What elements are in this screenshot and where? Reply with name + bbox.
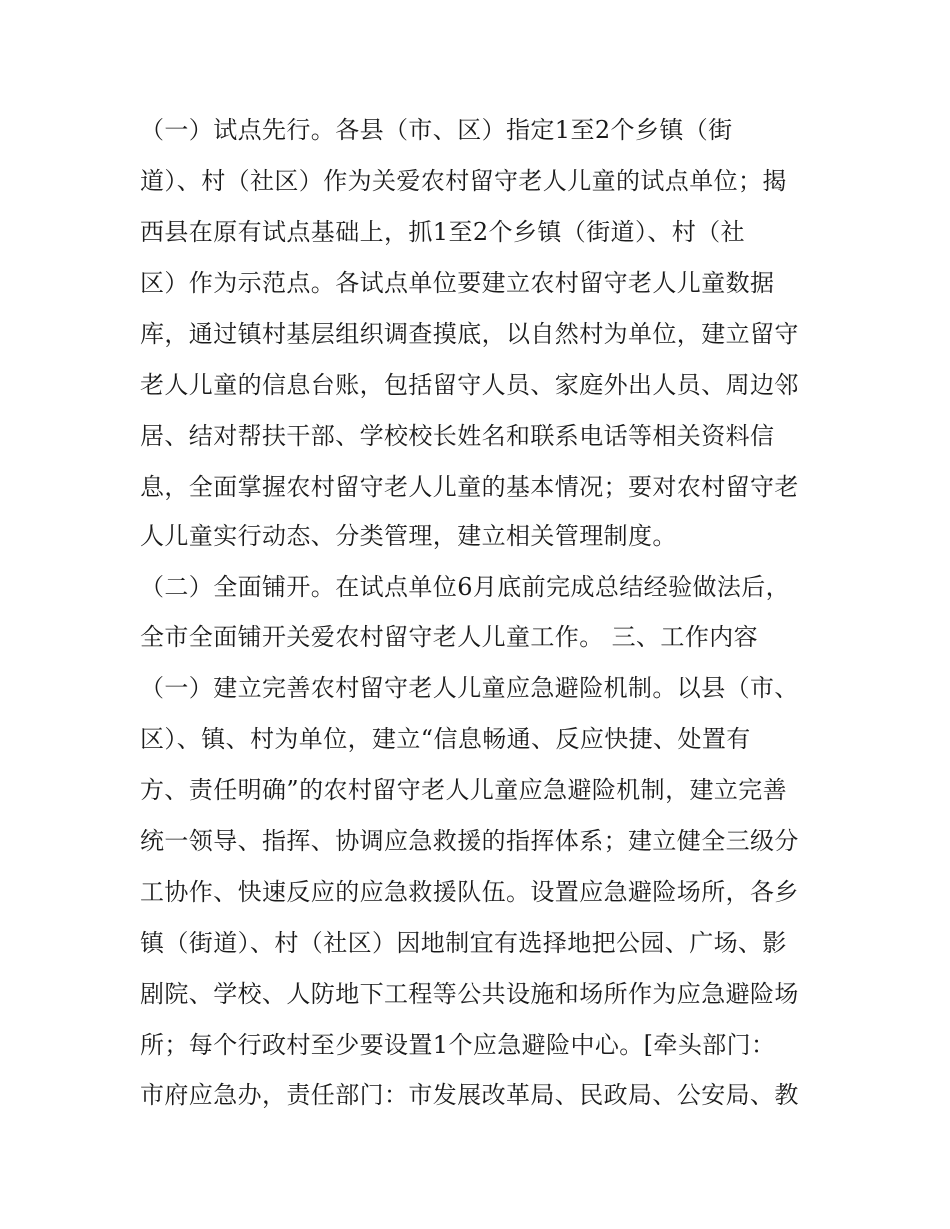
text-line: 区）作为示范点。各试点单位要建立农村留守老人儿童数据 [140,269,775,297]
text-line: 所；每个行政村至少要设置1个应急避险中心。[牵头部门： [140,1031,776,1059]
text-line: 居、结对帮扶干部、学校校长姓名和联系电话等相关资料信 [140,422,775,450]
text-line: 全市全面铺开关爱农村留守老人儿童工作。 三、工作内容 [140,623,759,651]
text-line: （一）建立完善农村留守老人儿童应急避险机制。以县（市、 [140,674,799,702]
text-line: 方、责任明确”的农村留守老人儿童应急避险机制，建立完善 [140,776,788,804]
text-line: 人儿童实行动态、分类管理，建立相关管理制度。 [140,522,677,550]
text-line: 息，全面掌握农村留守老人儿童的基本情况；要对农村留守老 [140,473,799,501]
text-line: 工协作、快速反应的应急救援队伍。设置应急避险场所，各乡 [140,878,799,906]
text-line: 剧院、学校、人防地下工程等公共设施和场所作为应急避险场 [140,980,799,1008]
text-line: 区）、镇、村为单位，建立“信息畅通、反应快捷、处置有 [140,725,751,753]
text-line: （一）试点先行。各县（市、区）指定1至2个乡镇（街 [140,116,733,144]
text-line: 市府应急办，责任部门：市发展改革局、民政局、公安局、教 [140,1081,799,1109]
text-line: （二）全面铺开。在试点单位6月底前完成总结经验做法后， [140,573,791,601]
text-line: 道）、村（社区）作为关爱农村留守老人儿童的试点单位；揭 [140,167,787,195]
text-line: 统一领导、指挥、协调应急救援的指挥体系；建立健全三级分 [140,827,799,855]
text-line: 老人儿童的信息台账，包括留守人员、家庭外出人员、周边邻 [140,371,799,399]
text-line: 镇（街道）、村（社区）因地制宜有选择地把公园、广场、影 [140,929,787,957]
text-line: 西县在原有试点基础上，抓1至2个乡镇（街道）、村（社 [140,218,745,246]
text-line: 库，通过镇村基层组织调查摸底，以自然村为单位，建立留守 [140,320,799,348]
